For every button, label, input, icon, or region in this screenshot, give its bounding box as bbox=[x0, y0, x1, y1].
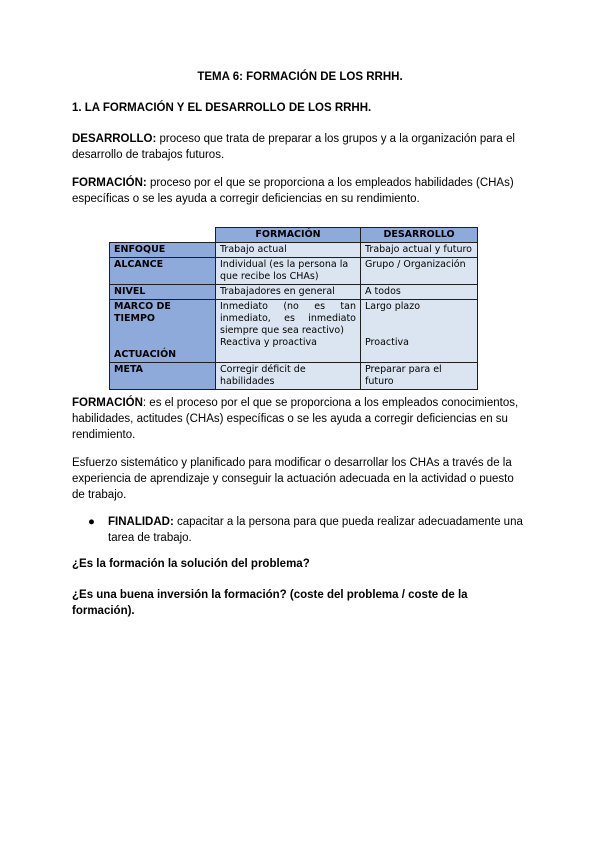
formacion-long-definition bbox=[72, 395, 527, 443]
cell-formacion: Trabajadores en general bbox=[216, 285, 361, 300]
table-row bbox=[110, 243, 478, 258]
cell-desarrollo-group bbox=[361, 300, 478, 363]
cell-desarrollo: Trabajo actual y futuro bbox=[361, 243, 478, 258]
table-row bbox=[110, 300, 478, 363]
desarrollo-term: DESARROLLO: bbox=[72, 133, 157, 145]
cell-formacion: Trabajo actual bbox=[216, 243, 361, 258]
header-formacion: FORMACIÓN bbox=[216, 228, 361, 243]
cell-formacion: Inmediato (no es tan inmediato, es inmediato siempre que sea reactivo) bbox=[220, 301, 356, 336]
cell-formacion: Corregir déficit de habilidades bbox=[216, 363, 361, 390]
section-heading: 1. LA FORMACIÓN Y EL DESARROLLO DE LOS RRHH. bbox=[72, 102, 372, 114]
row-label: MARCO DE TIEMPO bbox=[114, 301, 171, 324]
cell-formacion: Individual (es la persona la que recibe los CHAs) bbox=[216, 258, 361, 285]
finalidad-text-block bbox=[108, 514, 523, 546]
table-row bbox=[110, 285, 478, 300]
table-header-row bbox=[110, 228, 478, 243]
cell-desarrollo: A todos bbox=[361, 285, 478, 300]
header-desarrollo: DESARROLLO bbox=[361, 228, 478, 243]
table-corner-cell bbox=[110, 228, 216, 243]
row-label: META bbox=[110, 363, 216, 390]
desarrollo-definition bbox=[72, 131, 527, 163]
desarrollo-text: proceso que trata de preparar a los grupos y a la organización para el desarrollo de trabajos futuros. bbox=[72, 133, 515, 161]
formacion-definition bbox=[72, 175, 527, 207]
cell-desarrollo: Preparar para el futuro bbox=[361, 363, 478, 390]
cell-desarrollo: Grupo / Organización bbox=[361, 258, 478, 285]
finalidad-term: FINALIDAD: bbox=[108, 516, 174, 528]
table-row bbox=[110, 363, 478, 390]
cell-desarrollo: Proactiva bbox=[365, 337, 409, 348]
question-2: ¿Es una buena inversión la formación? (coste del problema / coste de la formación). bbox=[72, 589, 468, 617]
formacion-long-text: : es el proceso por el que se proporciona a los empleados conocimientos, habilidades, actitudes (CHAs) específicas o se les ayuda a corregir deficiencias en su rendimiento. bbox=[72, 397, 519, 441]
cell-desarrollo: Largo plazo bbox=[365, 301, 421, 312]
formacion-long-term: FORMACIÓN bbox=[72, 397, 143, 409]
cell-formacion: Reactiva y proactiva bbox=[220, 337, 317, 348]
row-label-group bbox=[110, 300, 216, 363]
row-label: ACTUACIÓN bbox=[114, 349, 177, 360]
row-label: NIVEL bbox=[110, 285, 216, 300]
comparison-table bbox=[109, 227, 478, 390]
formacion-text: proceso por el que se proporciona a los empleados habilidades (CHAs) específicas o se les ayuda a corregir deficiencias en su rendimiento. bbox=[72, 177, 514, 205]
formacion-term: FORMACIÓN: bbox=[72, 177, 147, 189]
question-1: ¿Es la formación la solución del problema? bbox=[72, 558, 310, 570]
document-title: TEMA 6: FORMACIÓN DE LOS RRHH. bbox=[197, 71, 403, 83]
esfuerzo-paragraph: Esfuerzo sistemático y planificado para modificar o desarrollar los CHAs a través de la experiencia de aprendizaje y conseguir la actuación adecuada en la actividad o puesto de trabajo. bbox=[72, 457, 514, 501]
finalidad-text: capacitar a la persona para que pueda realizar adecuadamente una tarea de trabajo. bbox=[108, 516, 523, 544]
row-label: ALCANCE bbox=[110, 258, 216, 285]
table-row bbox=[110, 258, 478, 285]
bullet-icon: ● bbox=[88, 516, 95, 528]
cell-formacion-group bbox=[216, 300, 361, 363]
row-label: ENFOQUE bbox=[110, 243, 216, 258]
